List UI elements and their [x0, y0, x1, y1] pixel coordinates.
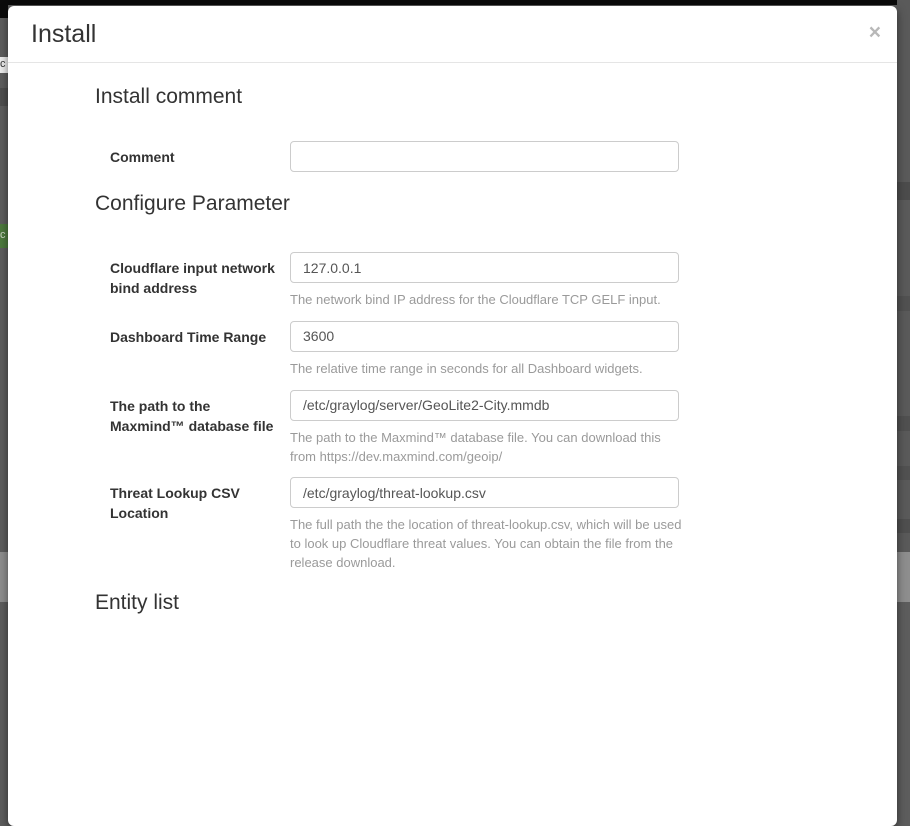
background-row-fragment — [897, 519, 910, 533]
maxmind-db-path-input[interactable] — [290, 390, 679, 421]
threat-lookup-csv-input[interactable] — [290, 477, 679, 508]
dashboard-time-range-field-row — [95, 321, 877, 379]
section-heading-entity-list: Entity list — [95, 590, 180, 614]
background-footer-fragment — [0, 552, 8, 602]
dashboard-time-range-label: Dashboard Time Range — [110, 328, 267, 345]
maxmind-db-path-help: The path to the Maxmind™ database file. You can download this from https://dev.maxmind.com/geoip/ — [290, 429, 661, 464]
threat-lookup-csv-field-row — [95, 477, 877, 573]
dashboard-time-range-input[interactable] — [290, 321, 679, 352]
background-green-badge: c — [0, 224, 8, 248]
section-heading-install-comment: Install comment — [95, 85, 243, 108]
comment-field-row — [95, 141, 877, 172]
close-button[interactable] — [869, 22, 881, 43]
dashboard-time-range-help: The relative time range in seconds for all Dashboard widgets. — [290, 360, 643, 376]
background-row-fragment — [897, 296, 910, 311]
background-navbar-fragment — [0, 0, 8, 18]
background-row-fragment — [897, 416, 910, 431]
bind-address-help: The network bind IP address for the Cloudflare TCP GELF input. — [290, 292, 661, 307]
threat-lookup-csv-label: Threat Lookup CSV Location — [110, 485, 240, 522]
background-top-navbar — [0, 0, 910, 5]
background-row-fragment — [897, 466, 910, 480]
background-text-fragment: c — [0, 57, 8, 73]
comment-label: Comment — [110, 149, 175, 165]
bind-address-label: Cloudflare input network bind address — [110, 260, 275, 296]
maxmind-db-path-label: The path to the Maxmind™ database file — [110, 397, 274, 434]
background-footer-fragment — [897, 552, 910, 602]
section-heading-configure-parameter: Configure Parameter — [95, 192, 290, 215]
modal-header — [8, 6, 897, 63]
install-modal — [8, 6, 897, 826]
background-page-right-edge — [897, 0, 910, 602]
modal-content — [95, 83, 877, 617]
background-page-left-edge — [0, 0, 8, 602]
threat-lookup-csv-help: The full path the the location of threat-lookup.csv, which will be used to look up Cloudflare threat values. You can obtain the file from the release download. — [290, 517, 682, 571]
bind-address-input[interactable] — [290, 252, 679, 283]
maxmind-db-path-field-row — [95, 390, 877, 467]
modal-body — [8, 63, 897, 637]
modal-title: Install — [31, 20, 97, 48]
comment-input[interactable] — [290, 141, 679, 172]
close-icon: × — [868, 21, 881, 44]
background-row-fragment — [0, 88, 8, 106]
background-row-fragment — [897, 182, 910, 200]
bind-address-field-row — [95, 252, 877, 310]
